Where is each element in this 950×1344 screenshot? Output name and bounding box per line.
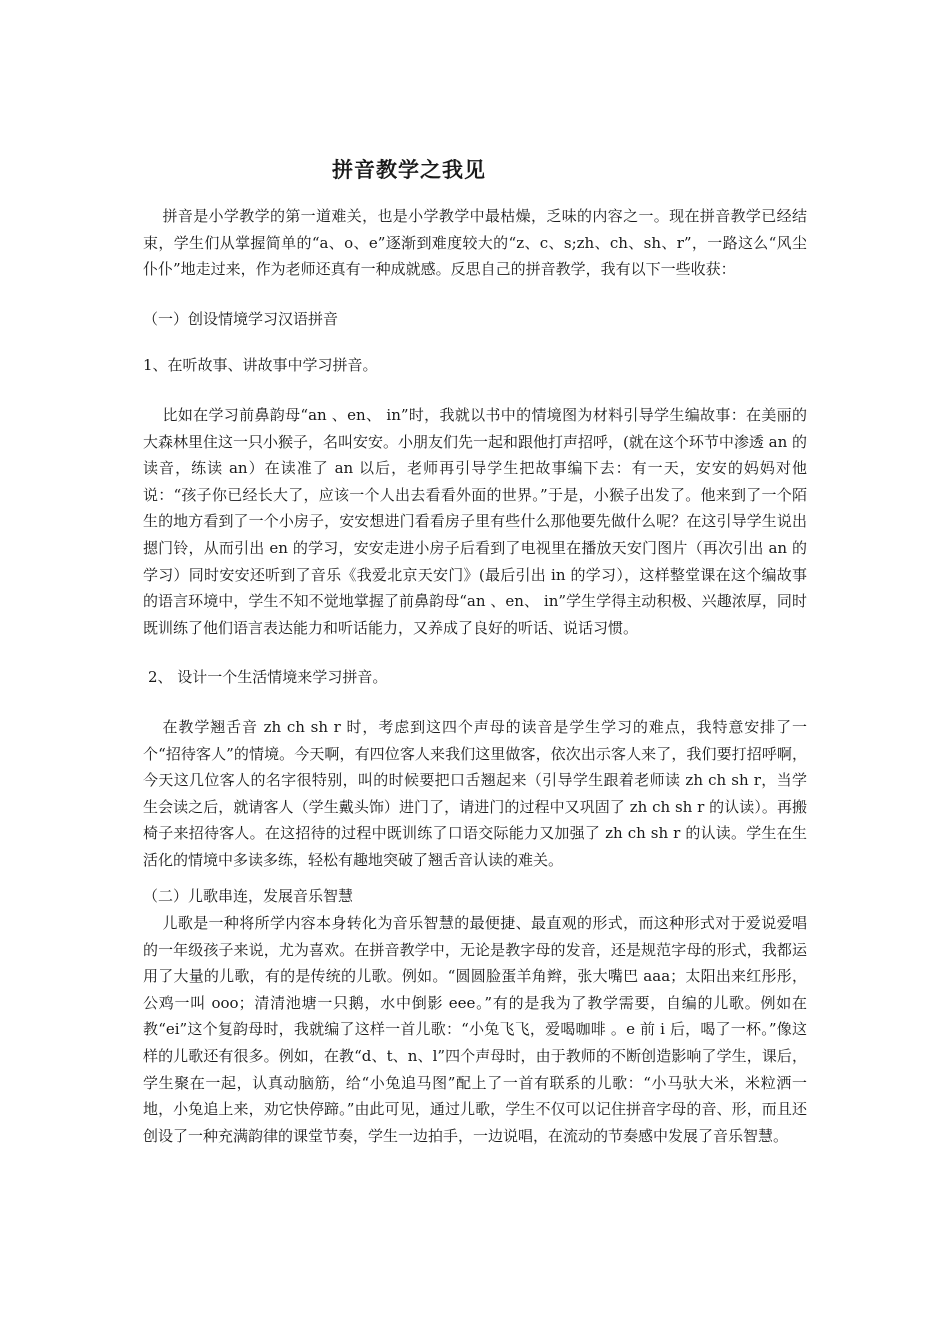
document-body bbox=[143, 203, 807, 1149]
life-scene-paragraph: 在教学翘舌音 zh ch sh r 时，考虑到这四个声母的读音是学生学习的难点，我特意安排了一个“招待客人”的情境。今天啊，有四位客人来我们这里做客，依次出示客人来了，我们要打招呼啊，今天这几位客人的名字很特别，叫的时候要把口舌翘起来（引导学生跟着老师读 zh ch sh r，当学生会读之后，就请客人（学生戴头饰）进门了，请进门的过程中又巩固了 zh ch sh r 的认读）。再搬椅子来招待客人。在这招待的过程中既训练了口语交际能力又加强了 zh ch sh r 的认读。学生在生活化的情境中多读多练，轻松有趣地突破了翘舌音认读的难关。 bbox=[143, 717, 807, 869]
section-heading-2: （二）儿歌串连，发展音乐智慧 bbox=[143, 887, 354, 906]
subsection-heading-1: 1、在听故事、讲故事中学习拼音。 bbox=[143, 356, 378, 375]
intro-paragraph: 拼音是小学教学的第一道难关，也是小学教学中最枯燥，乏味的内容之一。现在拼音教学已经结束，学生们从掌握简单的“a、o、e”逐渐到难度较大的“z、c、s;zh、ch、sh、r”，一路这么“风尘仆仆”地走过来，作为老师还真有一种成就感。反思自己的拼音教学，我有以下一些收获： bbox=[143, 207, 807, 279]
document-title: 拼音教学之我见 bbox=[332, 157, 486, 182]
nursery-rhyme-paragraph: 儿歌是一种将所学内容本身转化为音乐智慧的最便捷、最直观的形式，而这种形式对于爱说爱唱的一年级孩子来说，尤为喜欢。在拼音教学中，无论是教字母的发音，还是规范字母的形式，我都运用了大量的儿歌，有的是传统的儿歌。例如。“圆圆脸蛋羊角辫，张大嘴巴 aaa；太阳出来红彤彤，公鸡一叫 ooo；清清池塘一只鹅，水中倒影 eee。”有的是我为了教学需要，自编的儿歌。例如在教“ei”这个复韵母时，我就编了这样一首儿歌：“小兔飞飞，爱喝咖啡 。e 前 i 后，喝了一杯。”像这样的儿歌还有很多。例如，在教“d、t、n、l”四个声母时，由于教师的不断创造影响了学生，课后，学生聚在一起，认真动脑筋，给“小兔追马图”配上了一首有联系的儿歌：“小马驮大米，米粒洒一地，小兔追上来，劝它快停蹄。”由此可见，通过儿歌，学生不仅可以记住拼音字母的音、形，而且还创设了一种充满韵律的课堂节奏，学生一边拍手，一边说唱，在流动的节奏感中发展了音乐智慧。 bbox=[143, 914, 807, 1145]
story-paragraph: 比如在学习前鼻韵母“an 、en、 in”时，我就以书中的情境图为材料引导学生编故事：在美丽的大森林里住这一只小猴子，名叫安安。小朋友们先一起和跟他打声招呼，(就在这个环节中渗透 an 的读音，练读 an）在读准了 an 以后，老师再引导学生把故事编下去：有一天，安安的妈妈对他说：“孩子你已经长大了，应该一个人出去看看外面的世界。”于是，小猴子出发了。他来到了一个陌生的地方看到了一个小房子，安安想进门看看房子里有些什么那他要先做什么呢？在这引导学生说出摁门铃，从而引出 en 的学习，安安走进小房子后看到了电视里在播放天安门图片（再次引出 an 的学习）同时安安还听到了音乐《我爱北京天安门》(最后引出 in 的学习），这样整堂课在这个编故事的语言环境中，学生不知不觉地掌握了前鼻韵母“an 、en、 in”学生学得主动积极、兴趣浓厚，同时既训练了他们语言表达能力和听话能力，又养成了良好的听话、说话习惯。 bbox=[143, 405, 807, 637]
section-heading-1: （一）创设情境学习汉语拼音 bbox=[143, 309, 339, 328]
subsection-heading-2: 2、 设计一个生活情境来学习拼音。 bbox=[148, 668, 388, 687]
